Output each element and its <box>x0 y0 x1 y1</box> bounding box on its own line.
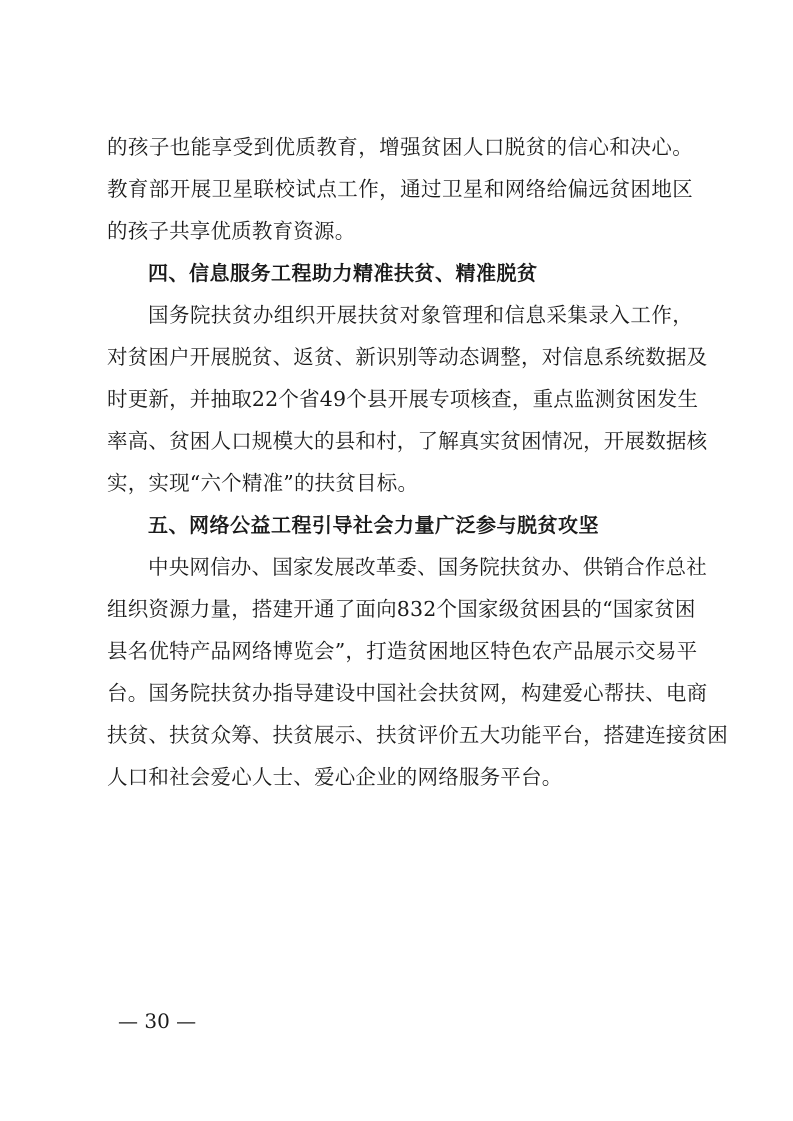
paragraph-line: 的孩子共享优质教育资源。 <box>107 219 356 243</box>
paragraph-line: 率高、贫困人口规模大的县和村，了解真实贫困情况，开展数据核 <box>107 429 708 453</box>
paragraph-line: 的孩子也能享受到优质教育，增强贫困人口脱贫的信心和决心。 <box>107 135 693 159</box>
section-heading: 五、网络公益工程引导社会力量广泛参与脱贫攻坚 <box>148 513 599 537</box>
paragraph-line: 县名优特产品网络博览会”，打造贫困地区特色农产品展示交易平 <box>107 639 698 663</box>
paragraph-line: 实，实现“六个精准”的扶贫目标。 <box>107 471 419 495</box>
section-heading: 四、信息服务工程助力精准扶贫、精准脱贫 <box>148 261 538 285</box>
paragraph-line: 中央网信办、国家发展改革委、国务院扶贫办、供销合作总社 <box>148 555 707 579</box>
paragraph-line: 教育部开展卫星联校试点工作，通过卫星和网络给偏远贫困地区 <box>107 177 693 201</box>
paragraph-line: 国务院扶贫办组织开展扶贫对象管理和信息采集录入工作， <box>148 303 693 327</box>
paragraph-line: 人口和社会爱心人士、爱心企业的网络服务平台。 <box>107 765 563 789</box>
paragraph-line: 台。国务院扶贫办指导建设中国社会扶贫网，构建爱心帮扶、电商 <box>107 681 708 705</box>
paragraph-line: 扶贫、扶贫众筹、扶贫展示、扶贫评价五大功能平台，搭建连接贫困 <box>107 723 728 747</box>
paragraph-line: 时更新，并抽取22个省49个县开展专项核查，重点监测贫困发生 <box>107 387 699 411</box>
paragraph-line: 对贫困户开展脱贫、返贫、新识别等动态调整，对信息系统数据及 <box>107 345 708 369</box>
paragraph-line: 组织资源力量，搭建开通了面向832个国家级贫困县的“国家贫困 <box>107 597 696 621</box>
page-number: — 30 — <box>118 1009 197 1033</box>
